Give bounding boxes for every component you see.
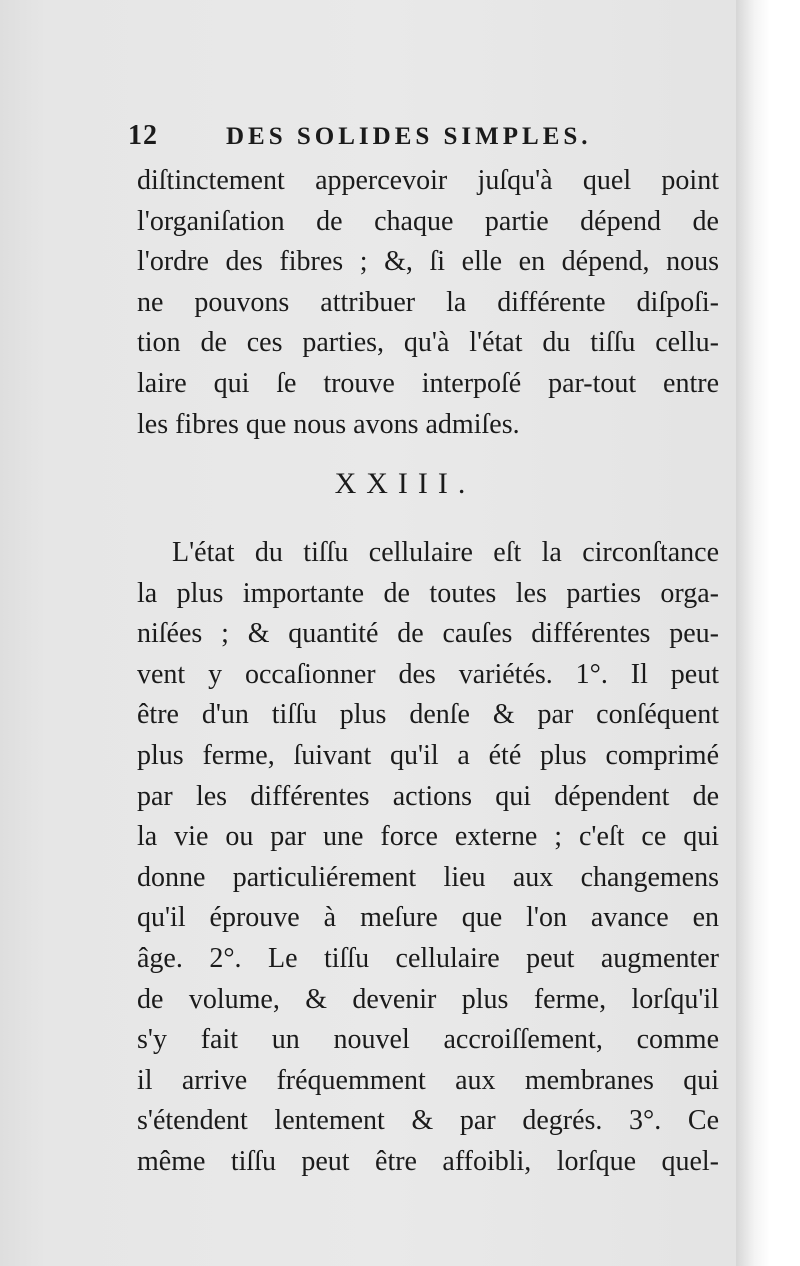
section-heading: XXIII. xyxy=(334,467,476,500)
text-line: les fibres que nous avons admiſes. xyxy=(137,408,520,440)
text-line: donne particuliérement lieu aux changemens xyxy=(137,861,719,893)
text-line: L'état du tiſſu cellulaire eſt la circonſtance xyxy=(172,537,719,568)
text-line: laire qui ſe trouve interpoſé par-tout entre xyxy=(137,367,719,399)
text-line: vent y occaſionner des variétés. 1°. Il peut xyxy=(137,658,719,690)
text-line: même tiſſu peut être affoibli, lorſque quel- xyxy=(137,1145,719,1177)
text-line: qu'il éprouve à meſure que l'on avance en xyxy=(137,902,719,934)
page-edge-shadow xyxy=(736,0,770,1266)
text-line: la vie ou par une force externe ; c'eſt ce qui xyxy=(137,821,719,853)
text-line: diſtinctement appercevoir juſqu'à quel point xyxy=(137,165,719,196)
page-header xyxy=(128,120,728,164)
text-line: s'étendent lentement & par degrés. 3°. Ce xyxy=(137,1105,719,1137)
paragraph-1 xyxy=(137,161,719,445)
text-line: âge. 2°. Le tiſſu cellulaire peut augmenter xyxy=(137,942,719,974)
text-line: être d'un tiſſu plus denſe & par conſéquent xyxy=(137,699,719,731)
text-line: ne pouvons attribuer la différente diſpoſi- xyxy=(137,286,719,318)
text-line: tion de ces parties, qu'à l'état du tiſſu cellu- xyxy=(137,327,719,359)
running-head: DES SOLIDES SIMPLES. xyxy=(226,123,592,150)
text-line: la plus importante de toutes les parties orga- xyxy=(137,577,719,609)
text-line: plus ferme, ſuivant qu'il a été plus comprimé xyxy=(137,739,719,771)
text-line: par les différentes actions qui dépendent de xyxy=(137,780,719,812)
text-line: l'ordre des fibres ; &, ſi elle en dépend, nous xyxy=(137,246,719,278)
text-line: de volume, & devenir plus ferme, lorſqu'il xyxy=(137,983,719,1015)
paragraph-2 xyxy=(137,533,719,1183)
text-line: s'y fait un nouvel accroiſſement, comme xyxy=(137,1024,719,1056)
text-line: l'organiſation de chaque partie dépend de xyxy=(137,205,719,237)
text-line: niſées ; & quantité de cauſes différentes peu- xyxy=(137,618,719,650)
page-number: 12 xyxy=(128,120,158,151)
text-line: il arrive fréquemment aux membranes qui xyxy=(137,1064,719,1096)
